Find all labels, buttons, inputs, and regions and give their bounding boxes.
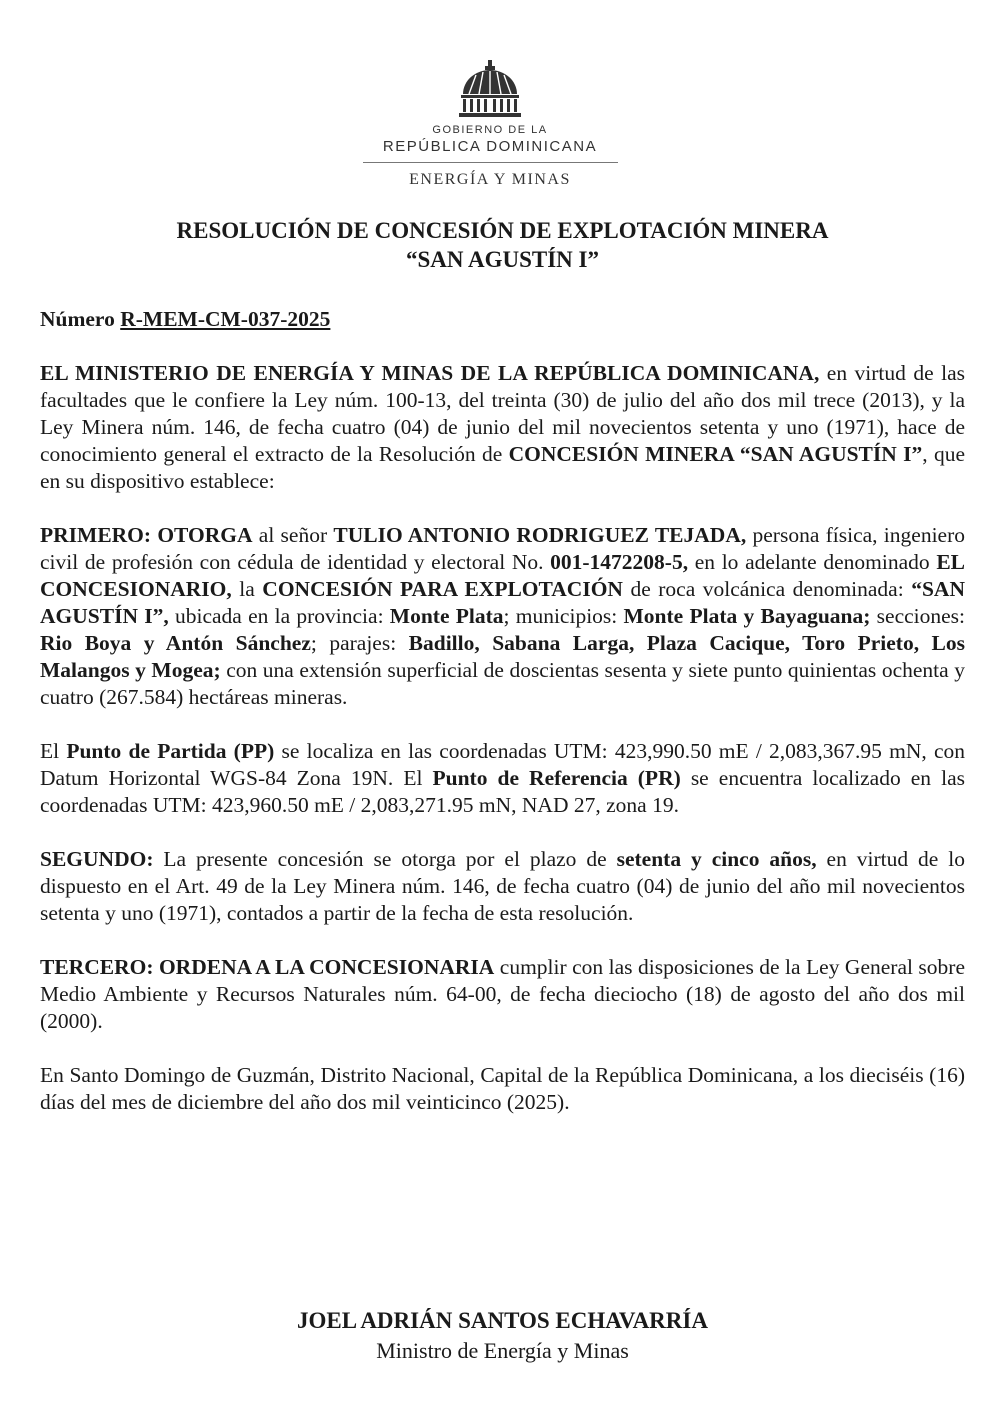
title-line-1: RESOLUCIÓN DE CONCESIÓN DE EXPLOTACIÓN MINERA <box>176 218 829 243</box>
segundo-heading: SEGUNDO: <box>40 847 154 871</box>
primero-heading: PRIMERO: OTORGA <box>40 523 253 547</box>
ministry-logo <box>345 58 635 189</box>
coords-text-1: El <box>40 739 67 763</box>
tercero-paragraph <box>40 954 965 1035</box>
logo-line-ministry: ENERGÍA Y MINAS <box>409 171 571 188</box>
primero-text-2: persona física, ingeniero civil de profesión con cédula de identidad y electoral No. <box>40 523 966 574</box>
signature-block <box>40 1306 965 1366</box>
primero-text-5: de roca volcánica denominada: <box>622 577 912 601</box>
primero-text-10: con una extensión superficial de doscientas sesenta y siete punto quinientas ochenta y cuatro (267.584) hectáreas mineras. <box>40 658 965 709</box>
intro-paragraph <box>40 360 965 495</box>
term-duration: setenta y cinco años, <box>616 847 817 871</box>
ministry-name: EL MINISTERIO DE ENERGÍA Y MINAS DE LA REPÚBLICA DOMINICANA, <box>40 361 820 385</box>
document-body <box>40 306 965 1143</box>
intro-text-1: en virtud de las facultades que le confiere la Ley núm. 100-13, del treinta (30) de julio del año dos mil trece (2013), y la Ley Minera núm. 146, de fecha cuatro (04) de junio del mil novecientos setenta y uno (1971), hace de conocimiento general el extracto de la Resolución de <box>40 361 966 466</box>
coords-text-3: se encuentra localizado en las coordenadas UTM: 423,960.50 mE / 2,083,271.95 mN, NAD 27, zona 19. <box>40 766 965 817</box>
signatory-name: JOEL ADRIÁN SANTOS ECHAVARRÍA <box>297 1308 708 1333</box>
intro-text-2: , que en su dispositivo establece: <box>40 442 966 493</box>
resolution-number <box>40 306 965 333</box>
segundo-paragraph <box>40 846 965 927</box>
title-line-2: “SAN AGUSTÍN I” <box>406 247 599 272</box>
localities: Badillo, Sabana Larga, Plaza Cacique, Toro Prieto, Los Malangos y Mogea; <box>40 631 965 682</box>
sections: Rio Boya y Antón Sánchez <box>40 631 311 655</box>
coordinates-paragraph <box>40 738 965 819</box>
segundo-text-1: La presente concesión se otorga por el plazo de <box>153 847 617 871</box>
document-title <box>40 216 965 274</box>
concession-title: “SAN AGUSTÍN I”, <box>40 577 965 628</box>
starting-point-label: Punto de Partida (PP) <box>66 739 275 763</box>
tercero-heading: TERCERO: ORDENA A LA CONCESIONARIA <box>40 955 495 979</box>
coords-text-2: se localiza en las coordenadas UTM: 423,990.50 mE / 2,083,367.95 mN, con Datum Horizontal WGS-84 Zona 19N. El <box>40 739 966 790</box>
logo-line-government: GOBIERNO DE LA <box>432 124 548 136</box>
logo-divider <box>363 162 618 163</box>
primero-text-3: en lo adelante denominado <box>688 550 937 574</box>
primero-text-8: secciones: <box>870 604 966 628</box>
primero-paragraph <box>40 522 965 711</box>
primero-text-4: la <box>231 577 263 601</box>
logo-line-republic: REPÚBLICA DOMINICANA <box>382 138 598 155</box>
province: Monte Plata <box>389 604 504 628</box>
primero-text-9: ; parajes: <box>310 631 409 655</box>
primero-text-7: ; municipios: <box>503 604 624 628</box>
concession-type: CONCESIÓN PARA EXPLOTACIÓN <box>262 577 623 601</box>
reference-point-label: Punto de Referencia (PR) <box>432 766 681 790</box>
concessionaire-name: TULIO ANTONIO RODRIGUEZ TEJADA, <box>333 523 747 547</box>
primero-text-6: ubicada en la provincia: <box>168 604 390 628</box>
municipalities: Monte Plata y Bayaguana; <box>623 604 871 628</box>
primero-text-1: al señor <box>252 523 334 547</box>
number-value: R-MEM-CM-037-2025 <box>120 307 331 331</box>
capitol-dome-icon <box>455 58 525 120</box>
number-label: Número <box>40 307 115 331</box>
tercero-text-1: cumplir con las disposiciones de la Ley General sobre Medio Ambiente y Recursos Naturales núm. 64-00, de fecha dieciocho (18) de agosto del año dos mil (2000). <box>40 955 966 1033</box>
closing-paragraph: En Santo Domingo de Guzmán, Distrito Nacional, Capital de la República Dominicana, a los dieciséis (16) días del mes de diciembre del año dos mil veinticinco (2025). <box>40 1063 965 1114</box>
id-number: 001-1472208-5, <box>550 550 689 574</box>
concessionaire-label: EL CONCESIONARIO, <box>40 550 965 601</box>
segundo-text-2: en virtud de lo dispuesto en el Art. 49 de la Ley Minera núm. 146, de fecha cuatro (04) de junio del año mil novecientos setenta y uno (1971), contados a partir de la fecha de esta resolución. <box>40 847 965 925</box>
concession-name: CONCESIÓN MINERA “SAN AGUSTÍN I” <box>508 442 923 466</box>
signatory-role: Ministro de Energía y Minas <box>376 1338 629 1363</box>
